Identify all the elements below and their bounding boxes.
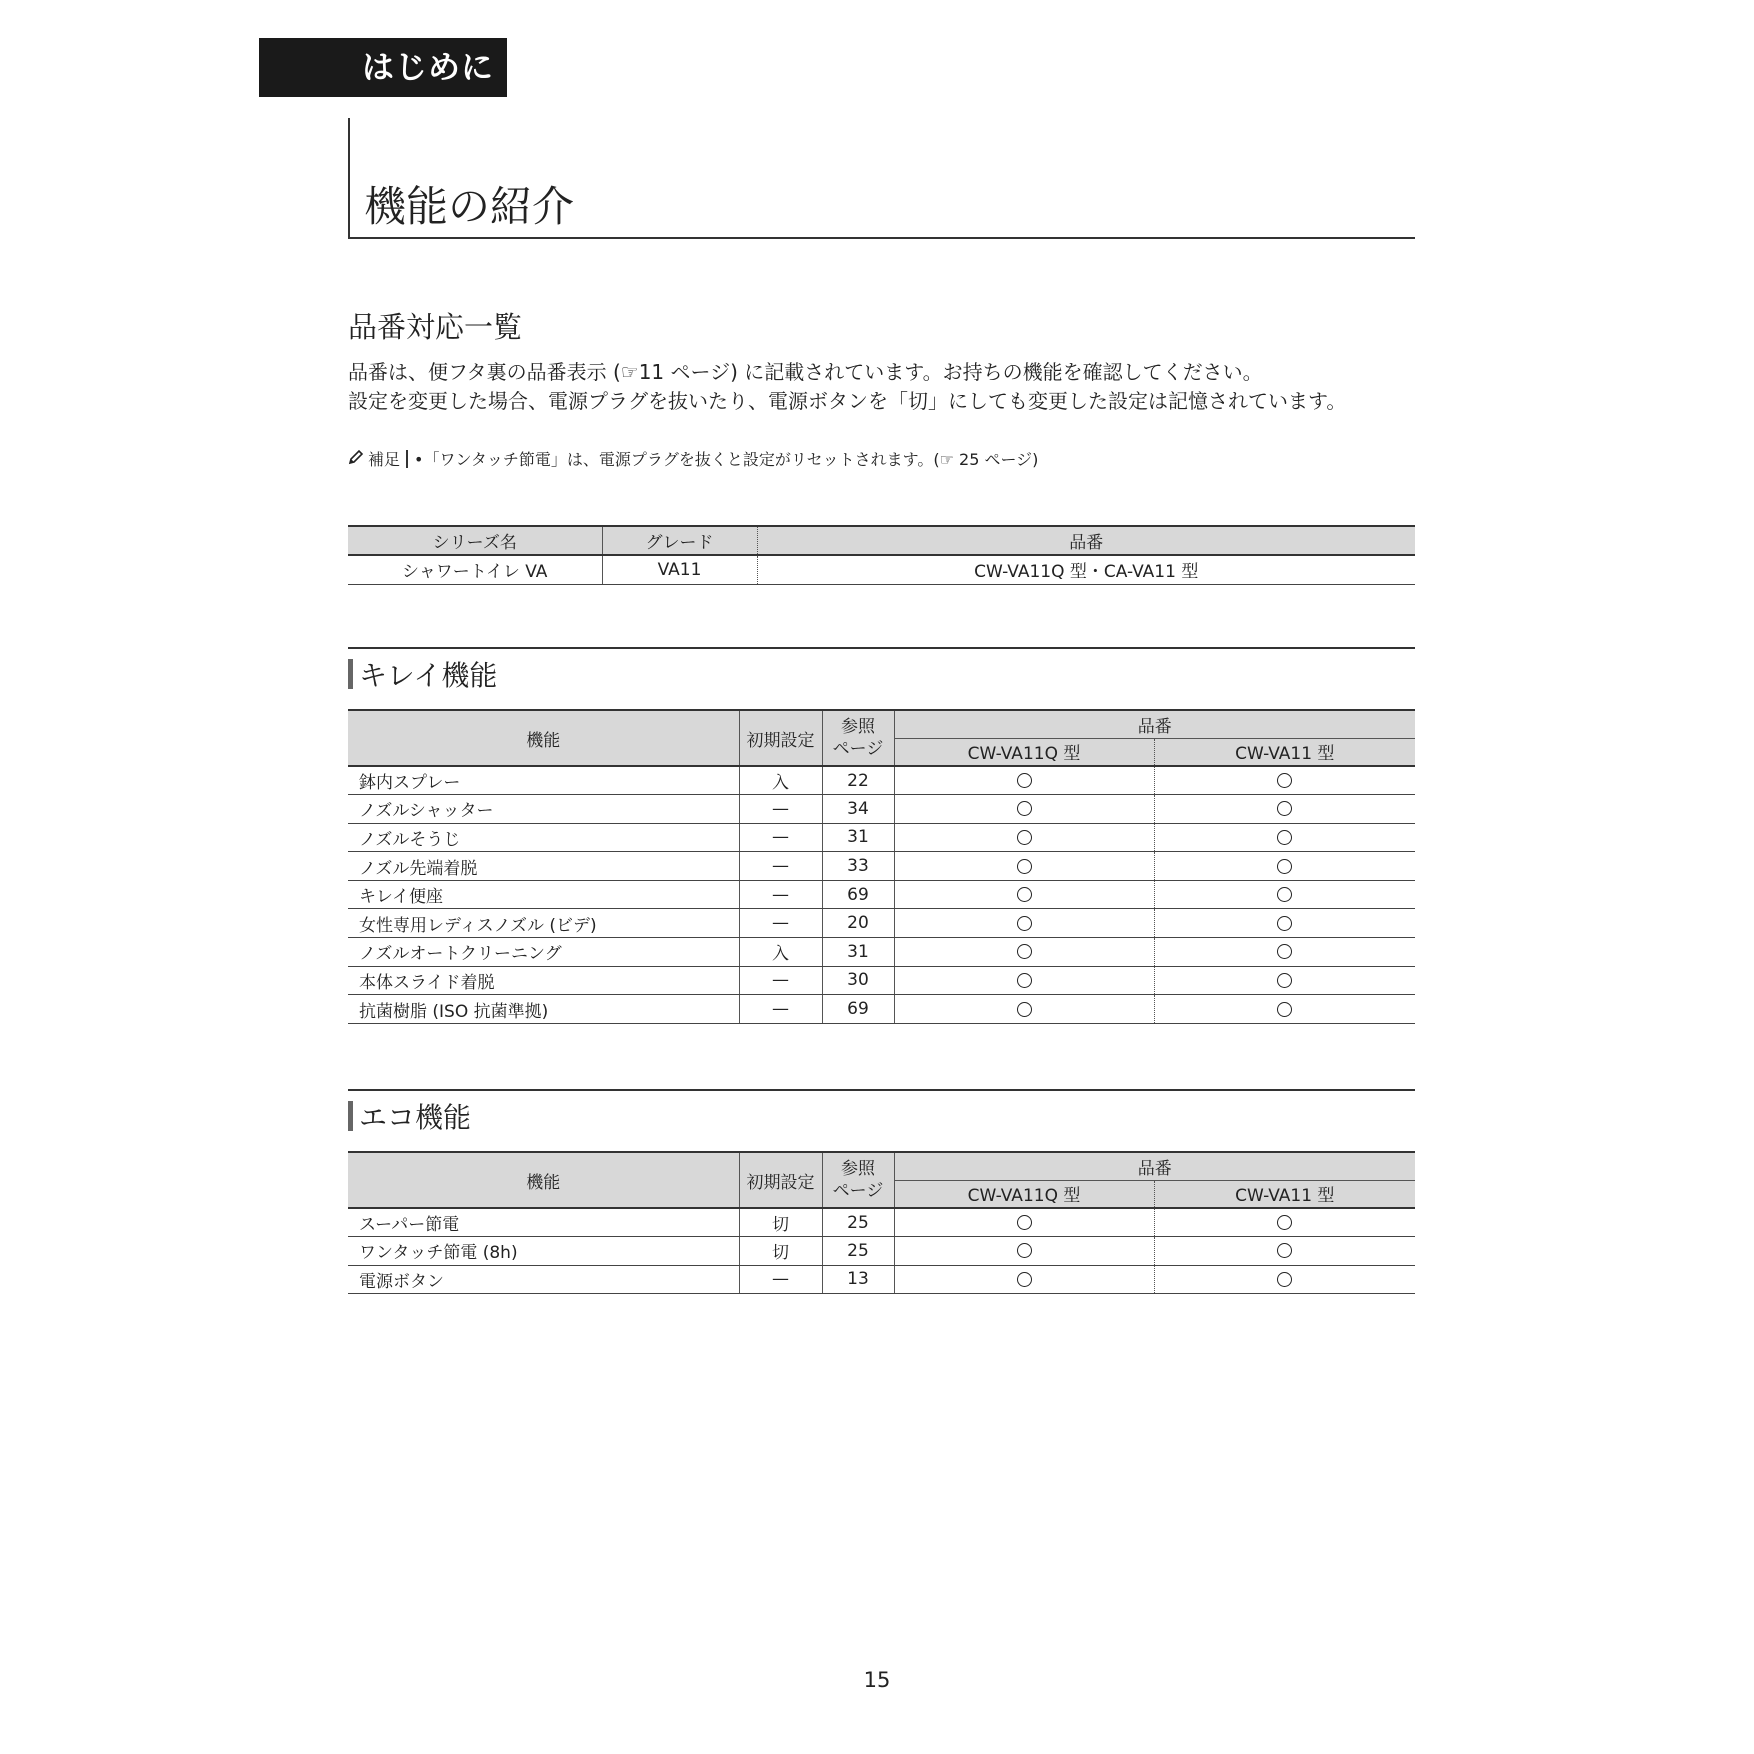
available-circle-icon [1017,773,1032,788]
pencil-icon [348,449,364,471]
ref-page-cell: 33 [822,852,894,881]
model1-availability-cell [894,823,1154,852]
available-circle-icon [1017,830,1032,845]
function-cell: ノズルシャッター [348,795,739,824]
function-cell: 抗菌樹脂 (ISO 抗菌準拠) [348,995,739,1024]
model1-availability-cell [894,795,1154,824]
grade-cell: VA11 [602,555,757,584]
initial-setting-cell: — [739,795,822,824]
function-cell: 女性専用レディスノズル (ビデ) [348,909,739,938]
model2-availability-cell [1154,852,1415,881]
available-circle-icon [1277,887,1292,902]
model-group-header: 品番 [894,1152,1415,1180]
model2-availability-cell [1154,795,1415,824]
initial-setting-cell: 入 [739,938,822,967]
model2-availability-cell [1154,823,1415,852]
function-cell: ワンタッチ節電 (8h) [348,1237,739,1266]
model1-availability-cell [894,1237,1154,1266]
note-label: 補足 [368,450,401,469]
initial-setting-cell: — [739,995,822,1024]
model1-availability-cell [894,766,1154,795]
available-circle-icon [1277,1243,1292,1258]
intro-line: 設定を変更した場合、電源プラグを抜いたり、電源ボタンを「切」にしても変更した設定は記憶されています。 [348,389,1347,413]
initial-setting-cell: — [739,823,822,852]
model1-availability-cell [894,1208,1154,1237]
kirei-title: キレイ機能 [359,659,498,692]
available-circle-icon [1277,773,1292,788]
heading-accent-bar [348,659,353,689]
model1-availability-cell [894,938,1154,967]
available-circle-icon [1277,830,1292,845]
table-row [348,995,1415,1024]
table-row [348,1237,1415,1266]
eco-title: エコ機能 [359,1101,472,1134]
model2-availability-cell [1154,938,1415,967]
ref-page-header-line1: 参照 [841,1159,875,1179]
initial-setting-cell: — [739,909,822,938]
function-cell: 鉢内スプレー [348,766,739,795]
ref-page-cell: 69 [822,995,894,1024]
table-header-row [348,710,1415,738]
ref-page-header-line1: 参照 [841,717,875,737]
series-name-header: シリーズ名 [348,526,602,555]
initial-setting-cell: 切 [739,1237,822,1266]
function-cell: ノズルそうじ [348,823,739,852]
model-group-header: 品番 [894,710,1415,738]
function-cell: キレイ便座 [348,880,739,909]
ref-page-header-line2: ページ [832,1181,884,1201]
available-circle-icon [1277,1272,1292,1287]
ref-page-cell: 20 [822,909,894,938]
ref-page-cell: 25 [822,1237,894,1266]
grade-header: グレード [602,526,757,555]
ref-page-cell: 31 [822,823,894,852]
available-circle-icon [1017,1002,1032,1017]
ref-page-cell: 34 [822,795,894,824]
ref-page-cell: 13 [822,1265,894,1294]
available-circle-icon [1277,1215,1292,1230]
table-row [348,766,1415,795]
title-block [348,118,1415,239]
available-circle-icon [1277,1002,1292,1017]
chapter-tab: はじめに [259,38,507,97]
ref-page-header [822,710,894,766]
eco-table [348,1151,1415,1294]
model1-availability-cell [894,1265,1154,1294]
function-header: 機能 [348,710,739,766]
table-row [348,795,1415,824]
series-name-cell: シャワートイレ VA [348,555,602,584]
function-cell: 本体スライド着脱 [348,966,739,995]
available-circle-icon [1277,859,1292,874]
table-row [348,1208,1415,1237]
model1-header: CW-VA11Q 型 [894,738,1154,766]
function-cell: スーパー節電 [348,1208,739,1237]
model1-availability-cell [894,909,1154,938]
function-cell: ノズル先端着脱 [348,852,739,881]
model2-availability-cell [1154,880,1415,909]
initial-setting-cell: — [739,852,822,881]
heading-accent-bar [348,1101,353,1131]
model2-availability-cell [1154,966,1415,995]
available-circle-icon [1277,944,1292,959]
function-cell: ノズルオートクリーニング [348,938,739,967]
model1-header: CW-VA11Q 型 [894,1180,1154,1208]
page-number: 15 [863,1668,891,1692]
available-circle-icon [1017,916,1032,931]
available-circle-icon [1017,887,1032,902]
function-header: 機能 [348,1152,739,1208]
initial-setting-cell: — [739,1265,822,1294]
model2-availability-cell [1154,1265,1415,1294]
available-circle-icon [1017,859,1032,874]
ref-page-cell: 22 [822,766,894,795]
ref-page-cell: 69 [822,880,894,909]
table-row [348,823,1415,852]
initial-setting-header: 初期設定 [739,1152,822,1208]
series-table [348,525,1415,585]
initial-setting-header: 初期設定 [739,710,822,766]
table-row [348,966,1415,995]
function-cell: 電源ボタン [348,1265,739,1294]
ref-page-cell: 25 [822,1208,894,1237]
ref-page-header-line2: ページ [832,739,884,759]
model-header: 品番 [757,526,1415,555]
table-row [348,909,1415,938]
available-circle-icon [1277,916,1292,931]
available-circle-icon [1277,801,1292,816]
intro-line: 品番は、便フタ裏の品番表示 (☞11 ページ) に記載されています。お持ちの機能を確認してください。 [348,360,1263,384]
model2-availability-cell [1154,909,1415,938]
available-circle-icon [1017,1272,1032,1287]
available-circle-icon [1017,973,1032,988]
model2-availability-cell [1154,995,1415,1024]
model2-header: CW-VA11 型 [1154,1180,1415,1208]
available-circle-icon [1277,973,1292,988]
available-circle-icon [1017,944,1032,959]
model2-header: CW-VA11 型 [1154,738,1415,766]
model1-availability-cell [894,852,1154,881]
eco-section-heading [348,1089,1415,1134]
available-circle-icon [1017,801,1032,816]
series-header-row [348,526,1415,555]
table-row [348,938,1415,967]
supplement-note [348,449,1038,471]
model2-availability-cell [1154,1208,1415,1237]
model-cell: CW-VA11Q 型・CA-VA11 型 [757,555,1415,584]
section-subtitle: 品番対応一覧 [348,310,523,344]
page-title: 機能の紹介 [364,182,575,231]
ref-page-cell: 31 [822,938,894,967]
available-circle-icon [1017,1215,1032,1230]
note-text: •「ワンタッチ節電」は、電源プラグを抜くと設定がリセットされます。(☞ 25 ページ) [414,450,1039,469]
ref-page-cell: 30 [822,966,894,995]
model1-availability-cell [894,966,1154,995]
available-circle-icon [1017,1243,1032,1258]
model1-availability-cell [894,995,1154,1024]
table-row [348,1265,1415,1294]
series-row [348,555,1415,584]
note-divider [406,450,408,468]
table-row [348,852,1415,881]
intro-text [348,358,1346,416]
initial-setting-cell: — [739,966,822,995]
model1-availability-cell [894,880,1154,909]
kirei-table [348,709,1415,1024]
kirei-section-heading [348,647,1415,692]
model2-availability-cell [1154,766,1415,795]
initial-setting-cell: — [739,880,822,909]
initial-setting-cell: 入 [739,766,822,795]
ref-page-header [822,1152,894,1208]
model2-availability-cell [1154,1237,1415,1266]
initial-setting-cell: 切 [739,1208,822,1237]
table-row [348,880,1415,909]
table-header-row [348,1152,1415,1180]
